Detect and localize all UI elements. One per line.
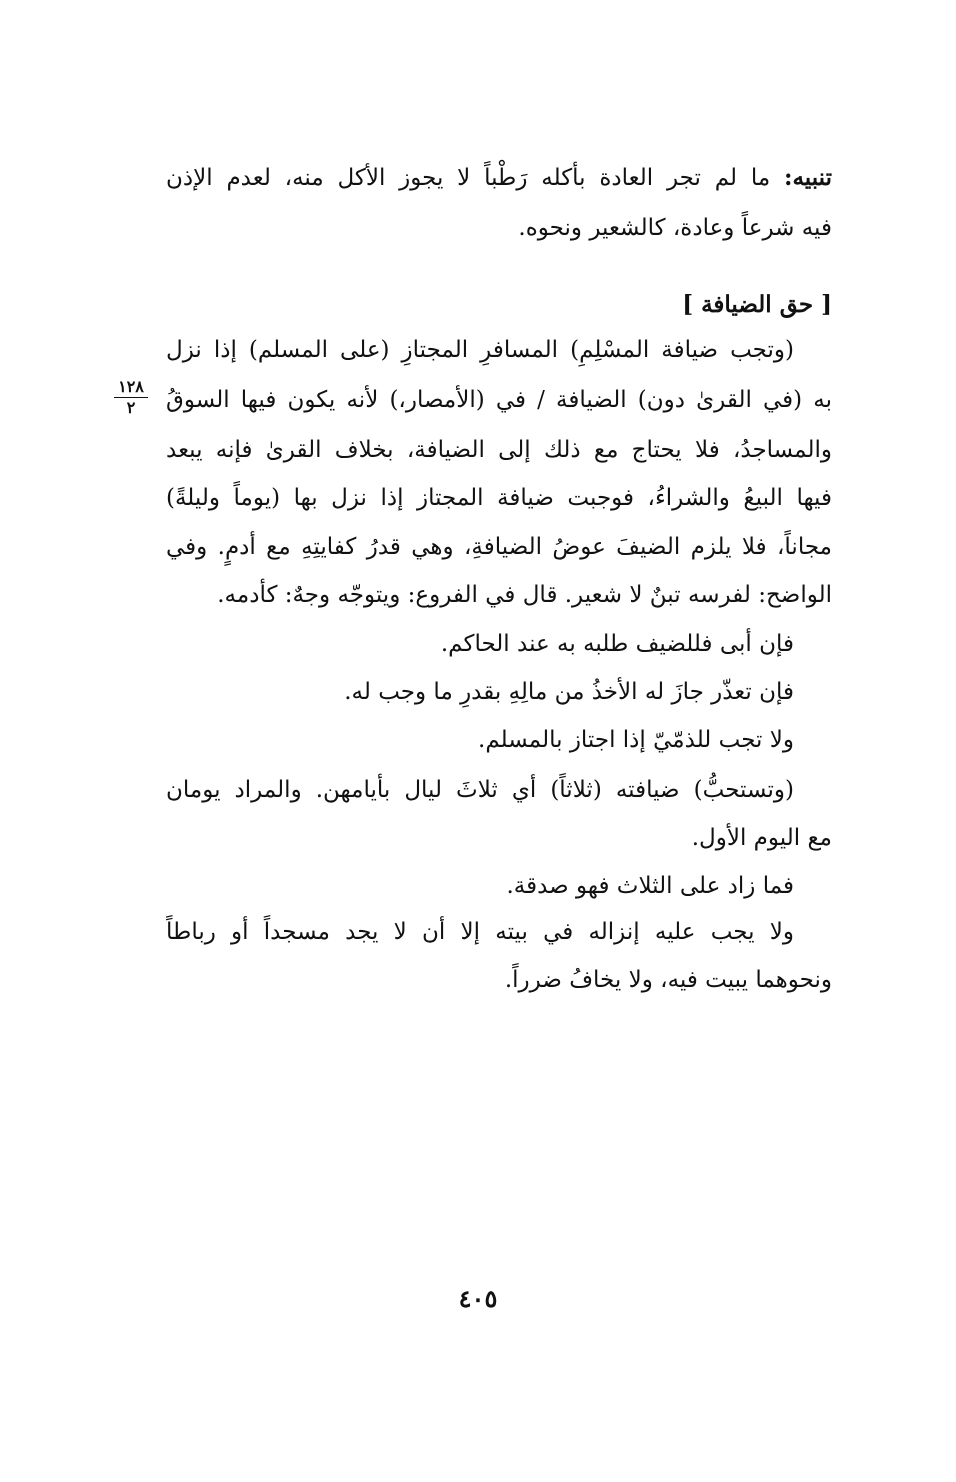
text-line: فإن أبى فللضيف طلبه به عند الحاكم. <box>440 631 794 657</box>
section-heading: [ حق الضيافة ] <box>682 291 832 318</box>
notice-label: تنبيه: <box>783 164 832 191</box>
text-line: والمساجدُ، فلا يحتاج مع ذلك إلى الضيافة، بخلاف القرىٰ فإنه يبعد <box>166 437 832 463</box>
text-line: مجاناً، فلا يلزم الضيفَ عوضُ الضيافةِ، وهي قدرُ كفايتِهِ مع أدمٍ. وفي <box>166 534 832 560</box>
text-line: (وتجب ضيافة المسْلِمِ) المسافرِ المجتازِ (على المسلم) إذا نزل <box>166 337 794 363</box>
text-line: ولا تجب للذمّيّ إذا اجتاز بالمسلم. <box>478 727 794 753</box>
marker-volume-page: ١٢٨ <box>114 378 148 398</box>
text-line: به (في القرىٰ دون) الضيافة / في (الأمصار،) لأنه يكون فيها السوقُ <box>166 387 832 413</box>
text-line: ونحوهما يبيت فيه، ولا يخافُ ضرراً. <box>504 967 832 993</box>
text-line: ولا يجب عليه إنزاله في بيته إلا أن لا يجد مسجداً أو رباطاً <box>166 919 794 945</box>
text-line: فإن تعذّر جازَ له الأخذُ من مالِهِ بقدرِ ما وجب له. <box>344 679 794 705</box>
main-text <box>166 0 832 1000</box>
text-line: مع اليوم الأول. <box>691 825 832 851</box>
marker-part: ٢ <box>126 398 136 417</box>
notice-line-1 <box>166 158 832 198</box>
page-number: ٤٠٥ <box>458 1284 498 1313</box>
margin-page-marker <box>114 378 148 417</box>
text-line: فيها البيعُ والشراءُ، فوجبت ضيافة المجتاز إذا نزل بها (يوماً وليلةً) <box>166 485 832 511</box>
notice-line-2: فيه شرعاً وعادة، كالشعير ونحوه. <box>518 215 832 241</box>
text-line: الواضح: لفرسه تبنٌ لا شعير. قال في الفروع: ويتوجّه وجهٌ: كأدمه. <box>217 582 832 608</box>
text-line: (وتستحبُّ) ضيافته (ثلاثاً) أي ثلاثَ ليال بأيامهن. والمراد يومان <box>166 777 794 803</box>
notice-text: ما لم تجر العادة بأكله رَطْباً لا يجوز الأكل منه، لعدم الإذن <box>166 165 771 191</box>
text-line: فما زاد على الثلاث فهو صدقة. <box>506 873 794 899</box>
